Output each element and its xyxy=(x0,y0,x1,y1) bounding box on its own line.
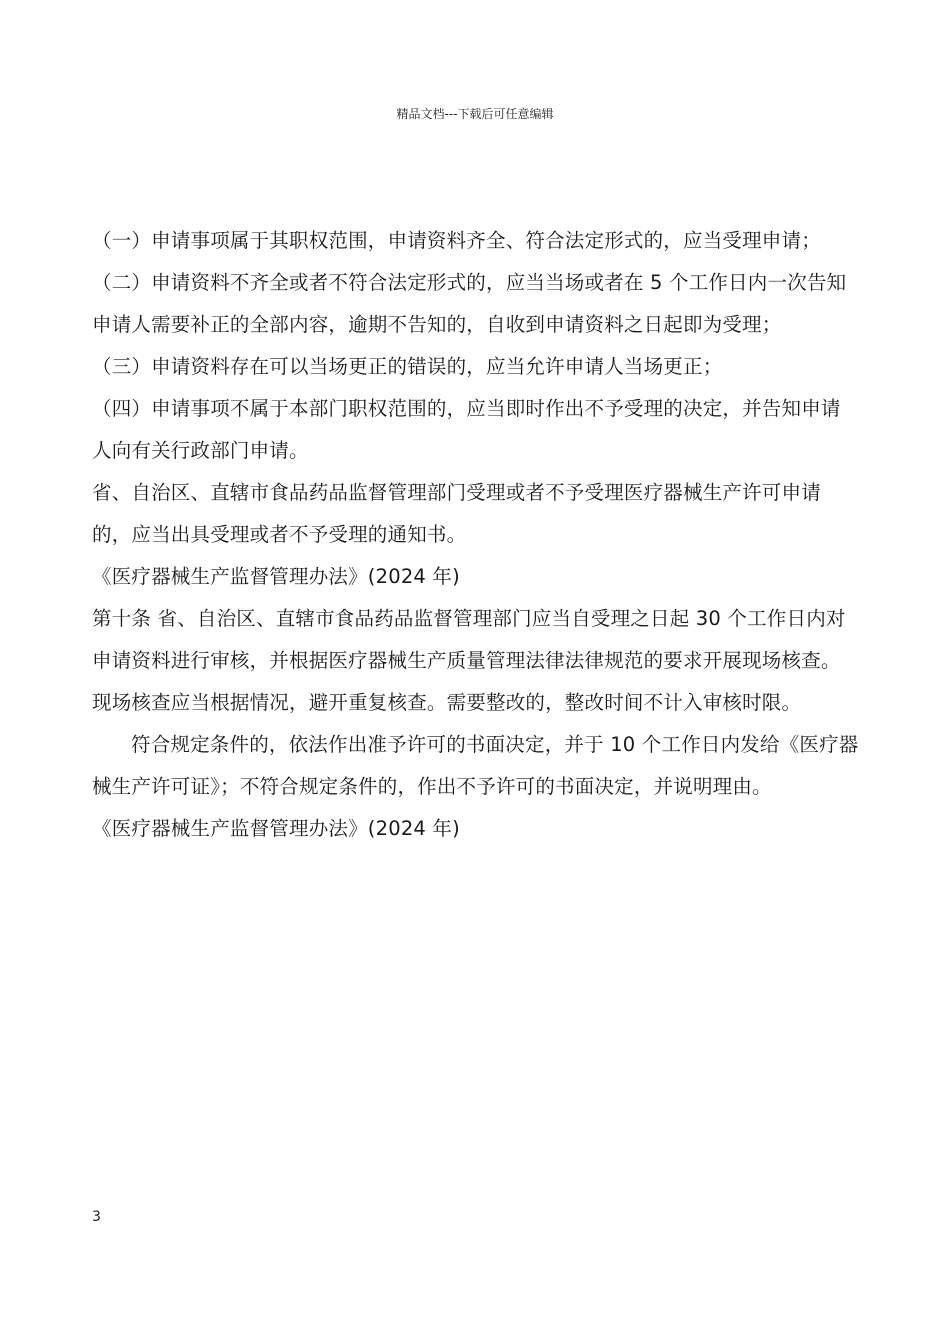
clause-item-1: （一）申请事项属于其职权范围，申请资料齐全、符合法定形式的，应当受理申请； xyxy=(92,229,821,252)
clause-item-3: （三）申请资料存在可以当场更正的错误的，应当允许申请人当场更正； xyxy=(92,355,723,378)
document-body xyxy=(92,220,860,850)
clause-item-4: （四）申请事项不属于本部门职权范围的，应当即时作出不予受理的决定，并告知申请人向有关行政部门申请。 xyxy=(92,397,841,462)
clause-item-2: （二）申请资料不齐全或者不符合法定形式的，应当当场或者在 5 个工作日内一次告知申请人需要补正的全部内容，逾期不告知的，自收到申请资料之日起即为受理； xyxy=(92,271,847,336)
source-citation: 《医疗器械生产监督管理办法》(2024 年) xyxy=(92,817,460,840)
page-header: 精品文档---下载后可任意编辑 xyxy=(396,107,554,121)
approval-paragraph: 符合规定条件的，依法作出准予许可的书面决定，并于 10 个工作日内发给《医疗器械生产许可证》；不符合规定条件的，作出不予许可的书面决定，并说明理由。 xyxy=(92,733,859,798)
article-ten: 第十条 省、自治区、直辖市食品药品监督管理部门应当自受理之日起 30 个工作日内对申请资料进行审核，并根据医疗器械生产质量管理法律法律规范的要求开展现场核查。现场核查应当根据情况，避开重复核查。需要整改的，整改时间不计入审核时限。 xyxy=(92,607,846,714)
page-number: 3 xyxy=(92,1209,101,1225)
source-citation: 《医疗器械生产监督管理办法》(2024 年) xyxy=(92,565,460,588)
notice-paragraph: 省、自治区、直辖市食品药品监督管理部门受理或者不予受理医疗器械生产许可申请的，应当出具受理或者不予受理的通知书。 xyxy=(92,481,821,546)
